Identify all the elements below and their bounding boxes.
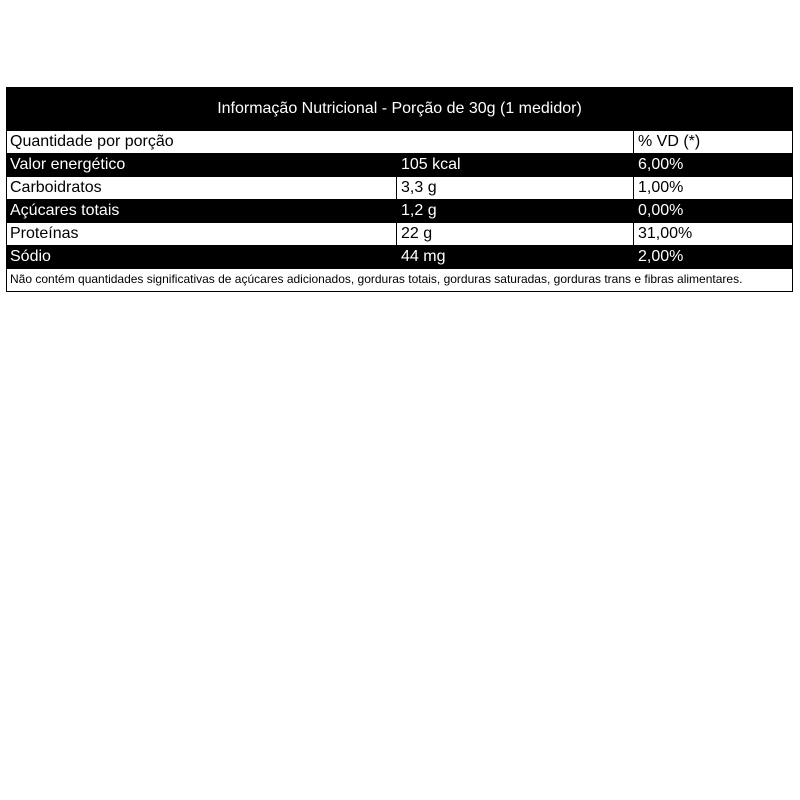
nutrient-name: Sódio: [10, 248, 51, 265]
vd-header: % VD (*): [633, 131, 792, 153]
nutrient-name: Açúcares totais: [10, 202, 120, 219]
quantity-header: Quantidade por porção: [10, 133, 174, 150]
nutrient-vd: 31,00%: [633, 223, 792, 245]
table-row: [7, 222, 792, 245]
table-row: [7, 153, 792, 176]
nutrient-vd: 0,00%: [633, 200, 792, 222]
nutrient-vd: 1,00%: [633, 177, 792, 199]
nutrient-amount: 1,2 g: [396, 200, 633, 222]
nutrient-amount: 3,3 g: [396, 177, 633, 199]
nutrition-facts-table: [6, 87, 793, 292]
nutrient-vd: 2,00%: [633, 246, 792, 268]
table-header-row: [7, 130, 792, 153]
nutrient-amount: 22 g: [396, 223, 633, 245]
nutrient-name: Proteínas: [10, 225, 79, 242]
table-row: [7, 176, 792, 199]
table-footnote: Não contém quantidades significativas de açúcares adicionados, gorduras totais, gorduras saturadas, gorduras trans e fibras alimentares.: [7, 268, 792, 291]
table-row: [7, 199, 792, 222]
table-row: [7, 245, 792, 268]
table-title: Informação Nutricional - Porção de 30g (1 medidor): [7, 88, 792, 130]
nutrient-amount: 44 mg: [396, 246, 633, 268]
nutrient-amount: 105 kcal: [396, 154, 633, 176]
nutrient-name: Valor energético: [10, 156, 126, 173]
nutrient-name: Carboidratos: [10, 179, 102, 196]
nutrient-vd: 6,00%: [633, 154, 792, 176]
